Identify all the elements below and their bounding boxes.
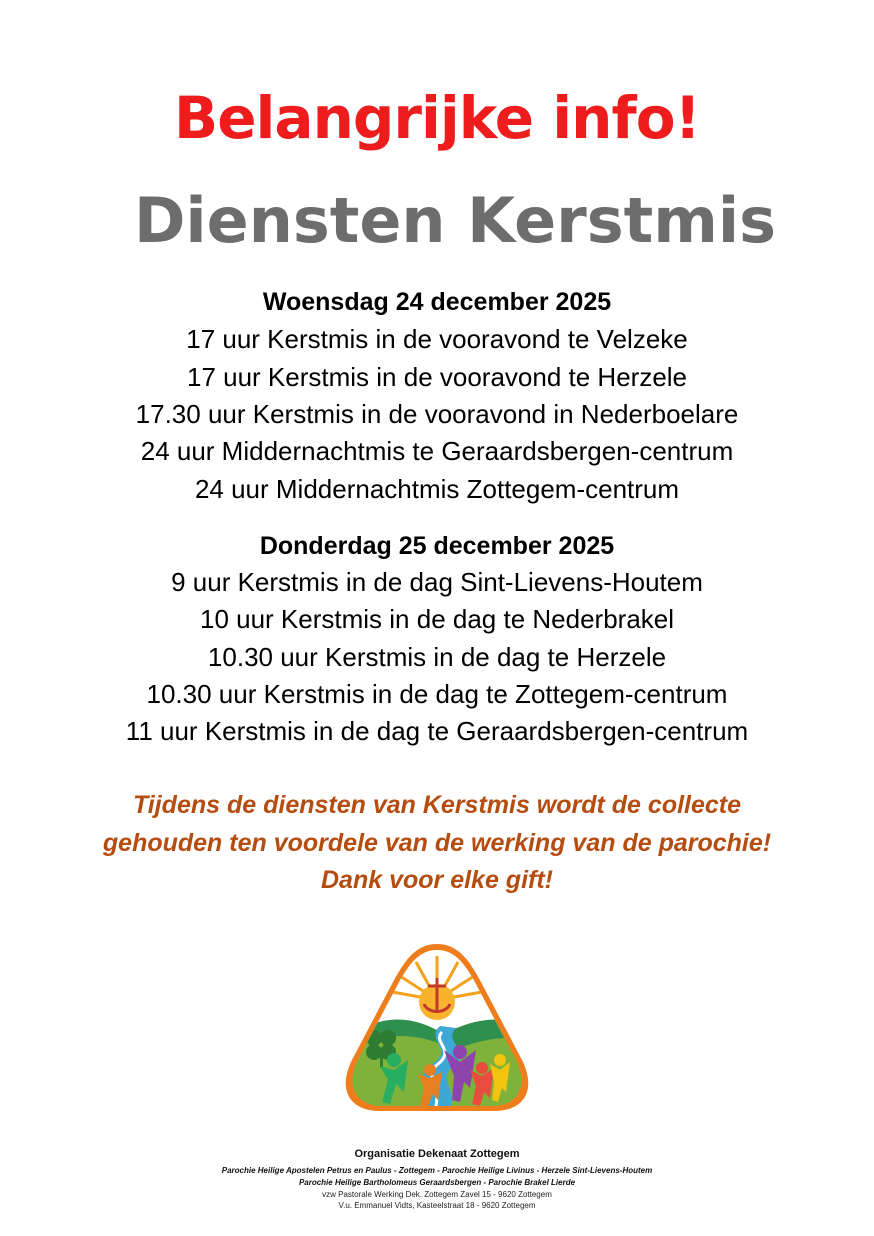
footer-publisher: V.u. Emmanuel Vidts, Kasteelstraat 18 - 9620 Zottegem <box>338 1201 536 1210</box>
collection-note-line: Tijdens de diensten van Kerstmis wordt de collecte <box>132 791 742 819</box>
page-title: Diensten Kerstmis <box>133 184 777 257</box>
service-item: 10.30 uur Kerstmis in de dag te Zottegem-centrum <box>146 679 728 709</box>
day-heading-wednesday: Woensdag 24 december 2025 <box>262 288 612 316</box>
footer-parishes-line: Parochie Heilige Apostelen Petrus en Paulus - Zottegem - Parochie Heilige Livinus - Herzele Sint-Lievens-Houtem <box>221 1166 653 1175</box>
day-heading-thursday: Donderdag 25 december 2025 <box>259 532 615 560</box>
service-item: 24 uur Middernachtmis te Geraardsbergen-centrum <box>140 436 734 466</box>
collection-note-line: gehouden ten voordele van de werking van de parochie! <box>102 829 772 857</box>
service-item: 17 uur Kerstmis in de vooravond te Velzeke <box>186 324 688 354</box>
headline: Belangrijke info! <box>174 84 700 152</box>
service-item: 10.30 uur Kerstmis in de dag te Herzele <box>207 642 667 672</box>
service-item: 10 uur Kerstmis in de dag te Nederbrakel <box>199 604 675 634</box>
footer-organisation: Organisatie Dekenaat Zottegem <box>354 1148 520 1160</box>
deanery-logo-icon <box>344 942 530 1112</box>
footer-address: vzw Pastorale Werking Dek. Zottegem Zavel 15 - 9620 Zottegem <box>322 1190 552 1199</box>
footer-parishes-line: Parochie Heilige Bartholomeus Geraardsbergen - Parochie Brakel Lierde <box>298 1178 576 1187</box>
collection-note-thanks: Dank voor elke gift! <box>321 866 553 894</box>
service-item: 9 uur Kerstmis in de dag Sint-Lievens-Houtem <box>171 567 703 597</box>
service-item: 11 uur Kerstmis in de dag te Geraardsbergen-centrum <box>125 716 749 746</box>
service-item: 17.30 uur Kerstmis in de vooravond in Nederboelare <box>135 399 739 429</box>
service-item: 24 uur Middernachtmis Zottegem-centrum <box>194 474 680 504</box>
service-item: 17 uur Kerstmis in de vooravond te Herzele <box>186 362 688 392</box>
